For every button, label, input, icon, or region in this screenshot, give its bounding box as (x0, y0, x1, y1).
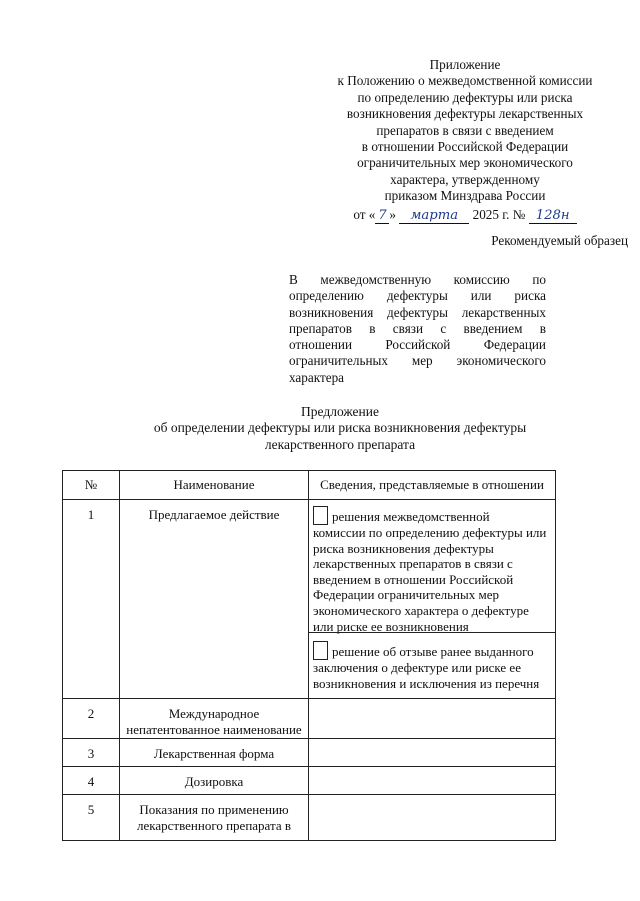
table-row (63, 500, 556, 699)
sample-label: Рекомендуемый образец (491, 233, 628, 248)
appendix-line: Приложение (429, 57, 501, 72)
addressee-line: В межведомственную комиссию по (289, 272, 546, 287)
order-prefix: от « (353, 206, 376, 222)
row-details (309, 699, 556, 739)
document-title (100, 404, 580, 453)
order-mid: » (389, 206, 396, 222)
row-name (120, 795, 309, 841)
appendix-line: приказом Минздрава России (384, 188, 546, 204)
option-decision (309, 500, 555, 632)
proposal-table (62, 470, 556, 841)
option-first-line (313, 641, 551, 660)
option-text: введением в отношении Российской (313, 571, 514, 587)
option-revoke (309, 632, 555, 698)
order-day: 7 (375, 209, 389, 224)
appendix-header (300, 57, 630, 224)
addressee-line: определению дефектуры или риска (289, 288, 546, 304)
addressee-line: возникновения дефектуры лекарственных (289, 304, 546, 320)
row-details (309, 500, 556, 699)
addressee-block (289, 272, 546, 386)
row-name: Предлагаемое действие (120, 500, 309, 699)
table-header-row (63, 471, 556, 500)
row-name-line: лекарственного препарата в (137, 817, 291, 833)
header-details: Сведения, представляемые в отношении (309, 471, 556, 500)
row-name: Дозировка (120, 767, 309, 795)
appendix-line: препаратов в связи с введением (376, 122, 554, 138)
revoke-checkbox[interactable] (313, 641, 328, 660)
option-text: решения межведомственной (332, 509, 490, 524)
row-number: 1 (63, 500, 120, 699)
header-name: Наименование (120, 471, 309, 500)
row-number: 3 (63, 739, 120, 767)
row-name-line: Показания по применению (139, 802, 289, 817)
table-row (63, 795, 556, 841)
addressee-line: ограничительных мер экономического (289, 353, 546, 369)
row-name-line: Международное (168, 706, 260, 721)
table-row (63, 739, 556, 767)
row-name: Лекарственная форма (120, 739, 309, 767)
row-number: 5 (63, 795, 120, 841)
appendix-line: характера, утвержденному (390, 171, 540, 187)
title-line: Предложение (301, 404, 379, 419)
row-number: 2 (63, 699, 120, 739)
title-line: лекарственного препарата (264, 436, 416, 452)
row-details (309, 767, 556, 795)
option-text: Федерации ограничительных мер (313, 587, 499, 603)
table-row (63, 699, 556, 739)
row-details (309, 739, 556, 767)
option-text: риска возникновения дефектуры (313, 540, 494, 556)
order-number: 128н (529, 209, 577, 224)
option-text: лекарственных препаратов в связи с (313, 556, 513, 572)
order-year: 2025 г. № (472, 206, 526, 222)
row-details (309, 795, 556, 841)
option-text: заключения о дефектуре или риске ее (313, 660, 521, 675)
option-first-line (313, 506, 551, 525)
title-line: об определении дефектуры или риска возникновения дефектуры (153, 420, 527, 436)
appendix-line: в отношении Российской Федерации (361, 139, 569, 155)
option-text: или риске ее возникновения (313, 618, 469, 634)
option-text: возникновения и исключения из перечня (313, 675, 540, 691)
order-line (300, 207, 630, 224)
appendix-line: по определению дефектуры или риска (357, 89, 573, 105)
option-text: решение об отзыве ранее выданного (332, 644, 534, 659)
row-name (120, 699, 309, 739)
addressee-line: препаратов в связи с введением в (289, 320, 546, 336)
appendix-line: ограничительных мер экономического (357, 155, 573, 171)
row-name-line: непатентованное наименование (126, 721, 302, 737)
row-number: 4 (63, 767, 120, 795)
order-month: марта (399, 209, 469, 224)
option-text: экономического характера о дефектуре (313, 602, 529, 618)
header-number: № (63, 471, 120, 500)
option-text: комиссии по определению дефектуры или (313, 525, 547, 540)
decision-checkbox[interactable] (313, 506, 328, 525)
appendix-line: возникновения дефектуры лекарственных (346, 106, 584, 122)
appendix-line: к Положению о межведомственной комиссии (337, 73, 593, 89)
table-row (63, 767, 556, 795)
addressee-line: отношении Российской Федерации (289, 337, 546, 353)
addressee-line: характера (289, 369, 345, 385)
